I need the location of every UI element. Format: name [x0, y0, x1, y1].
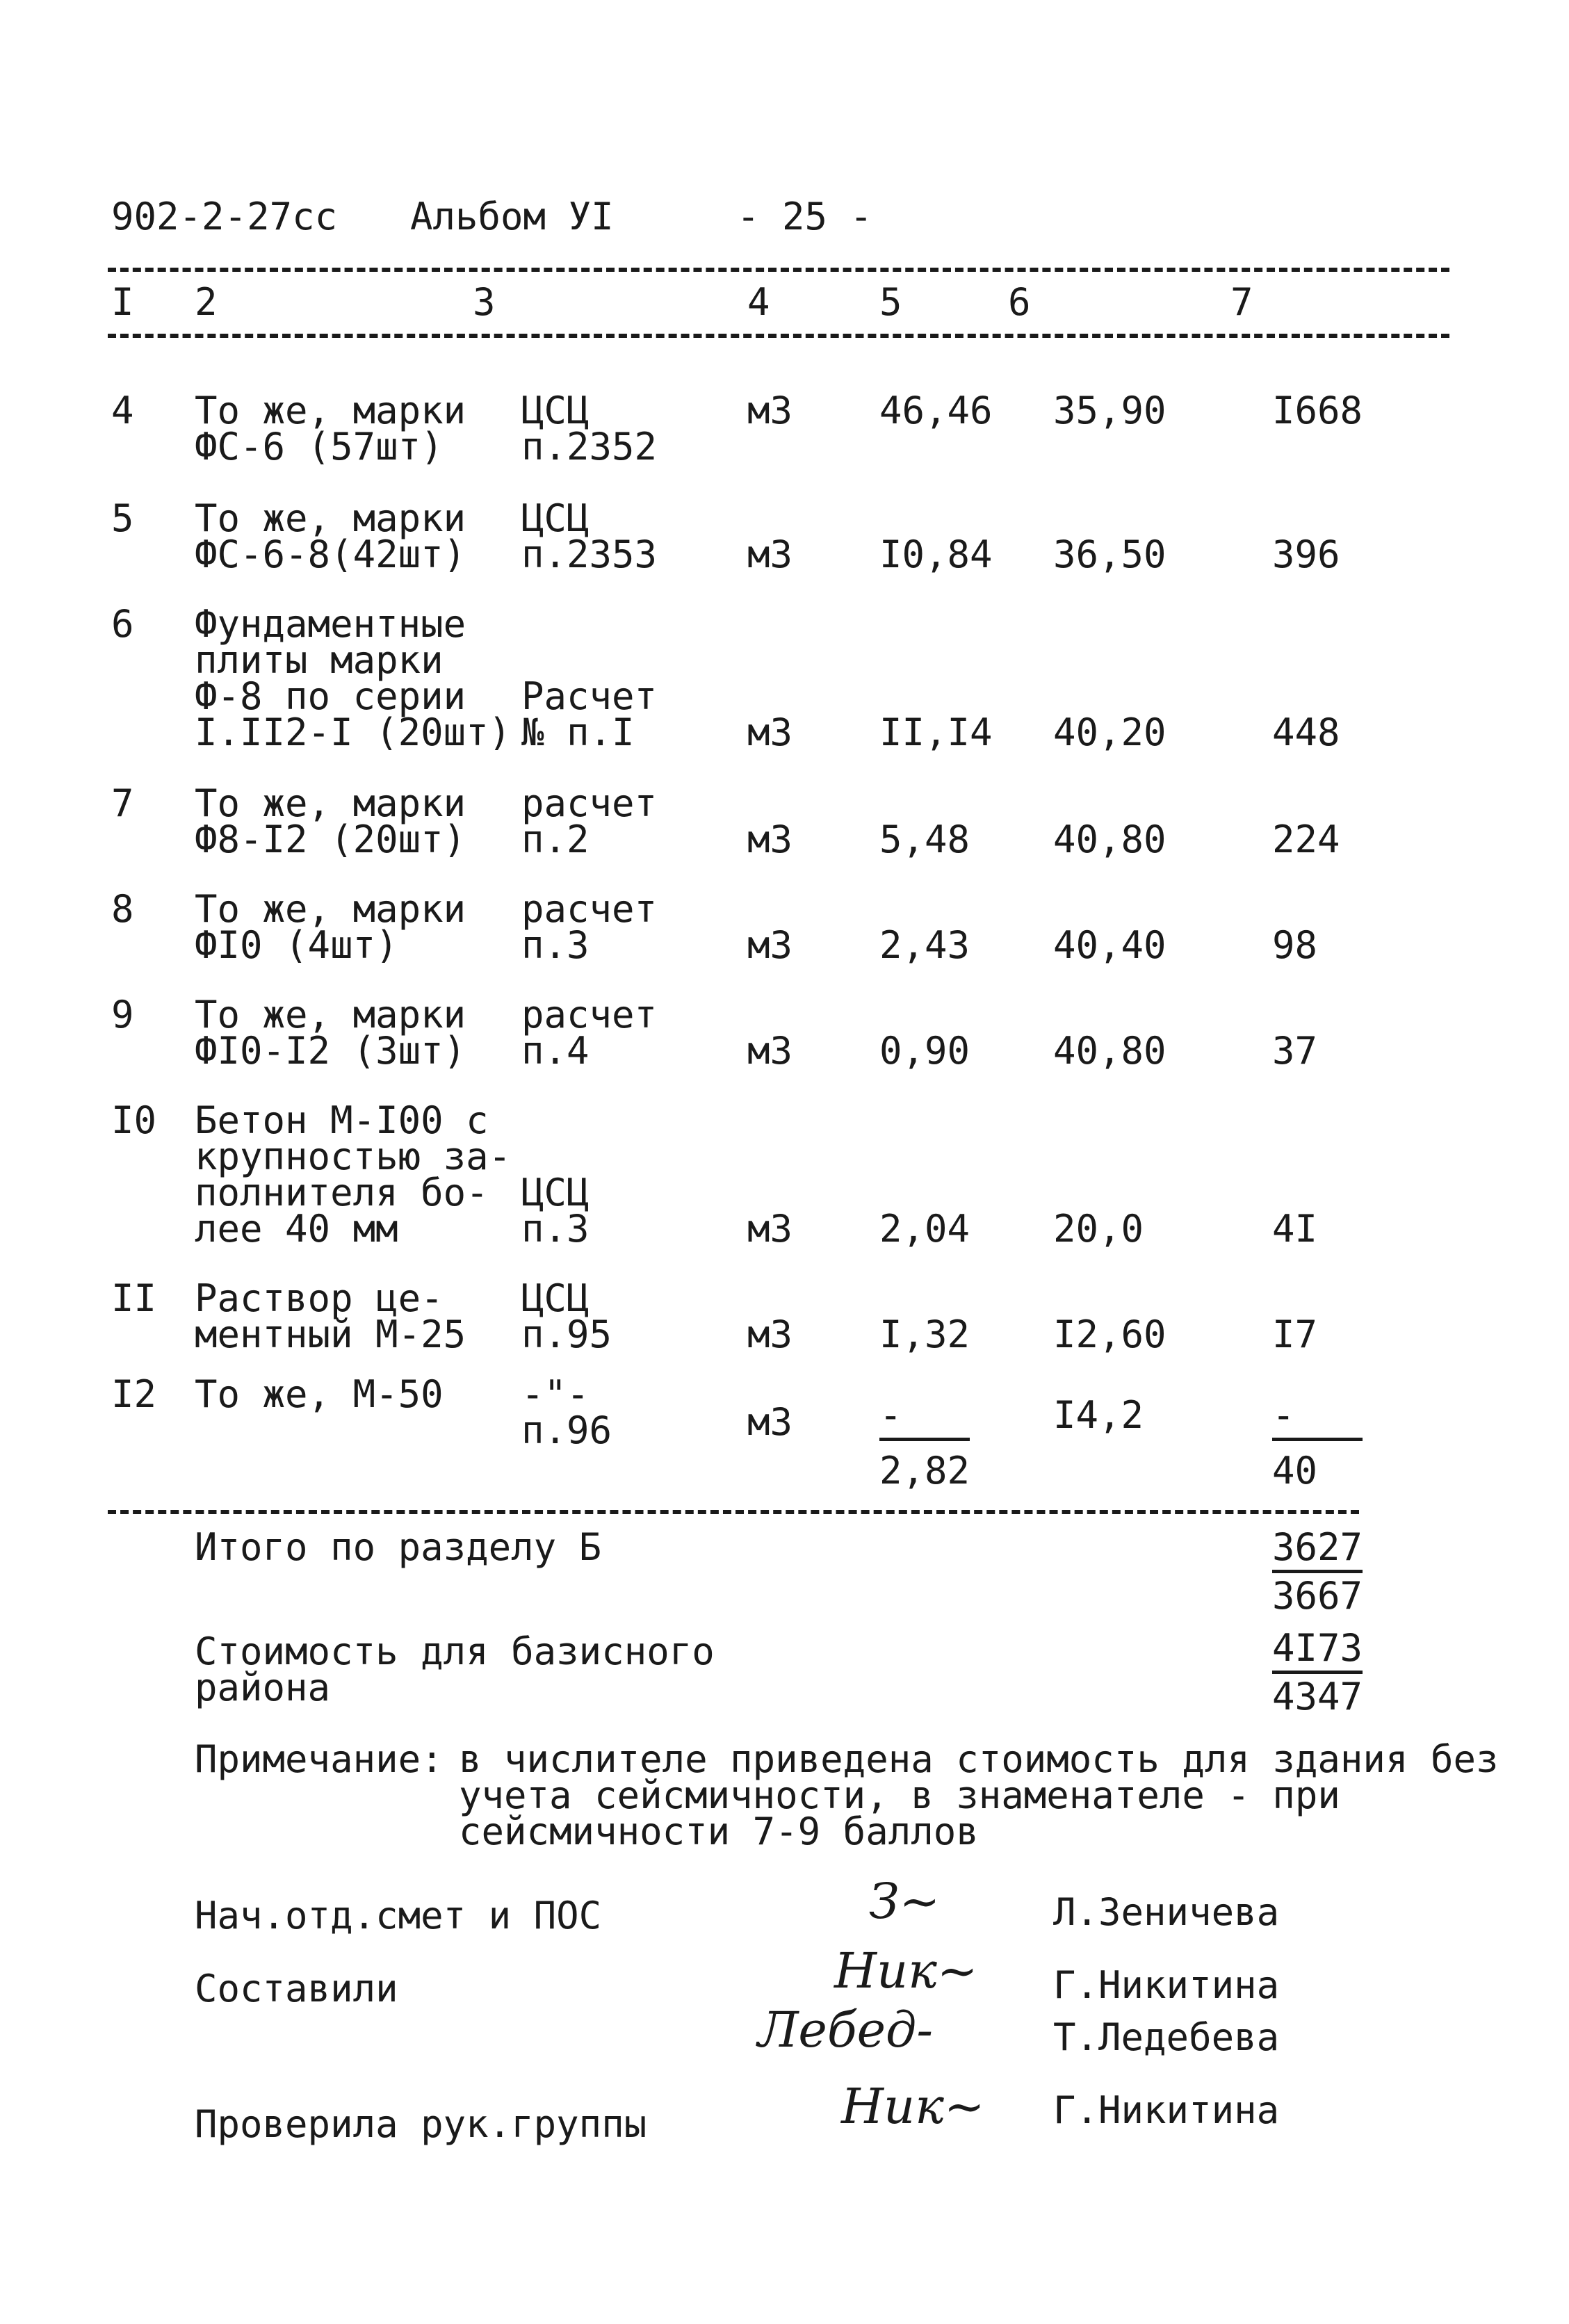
row-quantity: 2,04 — [879, 1207, 970, 1251]
row-reference: ЦСЦ п.3 — [521, 1171, 590, 1251]
col-header-5: 5 — [879, 280, 902, 324]
col-header-7: 7 — [1230, 280, 1253, 324]
row-total-denominator: 40 — [1272, 1449, 1318, 1493]
signature-mark: Ник~ — [834, 1942, 978, 1999]
header-rule-top — [108, 268, 1449, 272]
album-label: Альбом УI — [410, 195, 614, 238]
row-description: То же, марки ФI0-I2 (3шт) — [195, 993, 466, 1073]
base-cost-numerator: 4I73 — [1272, 1630, 1363, 1674]
row-quantity: 0,90 — [879, 1029, 970, 1073]
row-quantity: I0,84 — [879, 533, 993, 576]
row-number: 7 — [111, 781, 134, 825]
row-quantity-denominator: 2,82 — [879, 1449, 970, 1493]
row-total: 396 — [1272, 533, 1340, 576]
row-reference: ЦСЦ п.95 — [521, 1276, 612, 1356]
row-quantity: 5,48 — [879, 818, 970, 861]
header-rule-bottom — [108, 334, 1449, 338]
compiled-name-2: Т.Ледебева — [1053, 2015, 1280, 2059]
signature-mark: З~ — [869, 1873, 941, 1930]
row-description: Раствор це- ментный М-25 — [195, 1276, 466, 1356]
row-total: 224 — [1272, 818, 1340, 861]
col-header-6: 6 — [1008, 280, 1031, 324]
row-unit: м3 — [747, 389, 793, 432]
row-unit-price: 40,40 — [1053, 923, 1166, 967]
row-quantity: 2,43 — [879, 923, 970, 967]
row-unit: м3 — [747, 533, 793, 576]
row-description: То же, марки ФС-6-8(42шт) — [195, 496, 466, 576]
doc-code: 902-2-27сс — [111, 195, 338, 238]
row-reference: -"- п.96 — [521, 1372, 612, 1452]
row-description: То же, марки Ф8-I2 (20шт) — [195, 781, 466, 861]
row-total: I668 — [1272, 389, 1363, 432]
row-number: 5 — [111, 496, 134, 540]
row-number: 8 — [111, 887, 134, 931]
row-total: 37 — [1272, 1029, 1318, 1073]
row-number: II — [111, 1276, 157, 1320]
row-unit: м3 — [747, 923, 793, 967]
col-header-2: 2 — [195, 280, 218, 324]
row-description: То же, марки ФI0 (4шт) — [195, 887, 466, 967]
row-quantity-numerator: - — [879, 1397, 970, 1441]
note-line2: учета сейсмичности, в знаменателе - при — [459, 1773, 1340, 1817]
base-cost-label-line1: Стоимость для базисного — [195, 1630, 715, 1673]
base-cost-denominator: 4347 — [1272, 1675, 1363, 1718]
row-total: 448 — [1272, 710, 1340, 754]
row-unit-price: 40,80 — [1053, 818, 1166, 861]
head-name: Л.Зеничева — [1053, 1890, 1280, 1934]
section-total-label: Итого по разделу Б — [195, 1525, 602, 1569]
row-reference: Расчет № п.I — [521, 674, 658, 754]
row-unit: м3 — [747, 710, 793, 754]
compiled-name-1: Г.Никитина — [1053, 1963, 1280, 2007]
row-unit: м3 — [747, 1207, 793, 1251]
checked-name: Г.Никитина — [1053, 2088, 1280, 2132]
row-number: I2 — [111, 1372, 157, 1416]
checked-role: Проверила рук.группы — [195, 2102, 647, 2146]
head-role: Нач.отд.смет и ПОС — [195, 1894, 602, 1937]
row-unit-price: 36,50 — [1053, 533, 1166, 576]
section-total-denominator: 3667 — [1272, 1574, 1363, 1618]
row-unit-price: 40,80 — [1053, 1029, 1166, 1073]
row-quantity: I,32 — [879, 1313, 970, 1356]
row-description: То же, М-50 — [195, 1372, 444, 1416]
row-description: Фундаментные плиты марки Ф-8 по серии I.II2-I (20шт) — [195, 602, 512, 754]
row-reference: ЦСЦ п.2352 — [521, 389, 658, 469]
note-label: Примечание: — [195, 1737, 444, 1781]
row-number: 6 — [111, 602, 134, 646]
row-unit: м3 — [747, 1313, 793, 1356]
row-unit-price: 40,20 — [1053, 710, 1166, 754]
row-reference: расчет п.4 — [521, 993, 658, 1073]
row-description: То же, марки ФС-6 (57шт) — [195, 389, 466, 469]
row-number: I0 — [111, 1098, 157, 1142]
totals-rule — [108, 1510, 1359, 1514]
note-line3: сейсмичности 7-9 баллов — [459, 1810, 979, 1853]
row-total: I7 — [1272, 1313, 1318, 1356]
row-unit: м3 — [747, 1400, 793, 1444]
signature-mark: Лебед- — [758, 2001, 934, 2058]
row-unit-price: I2,60 — [1053, 1313, 1166, 1356]
row-reference: ЦСЦ п.2353 — [521, 496, 658, 576]
row-reference: расчет п.3 — [521, 887, 658, 967]
note-line1: в числителе приведена стоимость для здания без — [459, 1737, 1499, 1781]
compiled-role: Составили — [195, 1967, 398, 2010]
row-quantity: II,I4 — [879, 710, 993, 754]
row-unit: м3 — [747, 1029, 793, 1073]
row-total: 98 — [1272, 923, 1318, 967]
row-unit-price: I4,2 — [1053, 1393, 1144, 1437]
base-cost-label-line2: района — [195, 1666, 331, 1709]
page-number: - 25 - — [737, 195, 873, 238]
col-header-3: 3 — [473, 280, 496, 324]
col-header-1: I — [111, 280, 134, 324]
section-total-numerator: 3627 — [1272, 1529, 1363, 1573]
row-unit: м3 — [747, 818, 793, 861]
row-quantity: 46,46 — [879, 389, 993, 432]
row-reference: расчет п.2 — [521, 781, 658, 861]
row-number: 4 — [111, 389, 134, 432]
row-unit-price: 20,0 — [1053, 1207, 1144, 1251]
row-number: 9 — [111, 993, 134, 1037]
row-total-numerator: - — [1272, 1397, 1363, 1441]
col-header-4: 4 — [747, 280, 770, 324]
row-total: 4I — [1272, 1207, 1318, 1251]
row-unit-price: 35,90 — [1053, 389, 1166, 432]
signature-mark: Ник~ — [841, 2078, 985, 2135]
row-description: Бетон М-I00 с крупностью за- полнителя бо- лее 40 мм — [195, 1098, 512, 1251]
